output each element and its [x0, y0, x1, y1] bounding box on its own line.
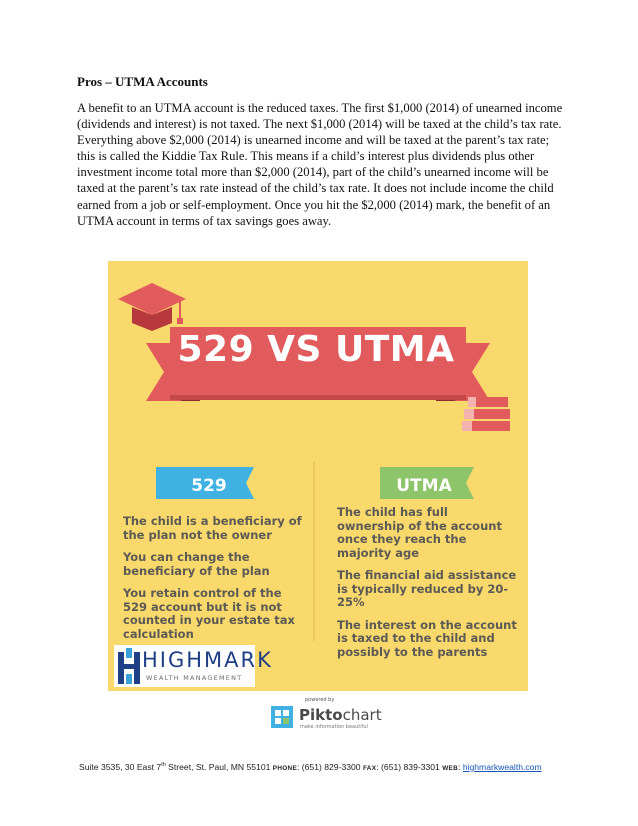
point-529: You can change the beneficiary of the plan — [123, 550, 270, 578]
highmark-logo — [114, 645, 273, 687]
paragraph-line: A benefit to an UTMA account is the reduced taxes. The first $1,000 (2014) of unearned income — [77, 101, 563, 115]
logo-subtitle: WEALTH MANAGEMENT — [146, 674, 243, 682]
points-utma — [337, 506, 517, 668]
highmark-logo-icon — [116, 646, 144, 686]
paragraph-line: investment income total more than $2,000 (2014), part of the child’s unearned income will be — [77, 165, 549, 180]
footer-web-sep: : — [458, 762, 463, 772]
footer-address-rest: Street, St. Paul, MN 55101 — [165, 762, 273, 772]
point-529: The child is a beneficiary of the plan not the owner — [123, 514, 302, 542]
footer-phone-label: PHONE — [272, 765, 298, 772]
point-utma: The child has full ownership of the account once they reach the majority age — [337, 505, 502, 560]
piktochart-logo — [270, 705, 380, 731]
paragraph-line: earned from a job or self-employment. Once you hit the $2,000 (2014) mark, the benefit of an — [77, 197, 551, 212]
page-footer — [79, 762, 542, 772]
logo-wordmark: HIGHMARK — [142, 648, 273, 672]
section-heading: Pros – UTMA Accounts — [77, 74, 208, 89]
paragraph-line: UTMA account in terms of tax savings goes away. — [77, 213, 332, 228]
piktochart-bold: Pikto — [299, 706, 343, 724]
footer-address: Suite 3535, 30 East 7 — [79, 762, 162, 772]
body-paragraph — [77, 100, 563, 229]
paragraph-line: Everything above $2,000 (2014) is unearned income and will be taxed at the parent’s tax rate; — [77, 133, 550, 148]
point-529: You retain control of the 529 account but it is not counted in your estate tax calculation — [123, 586, 295, 641]
powered-by-label: powered by — [305, 697, 335, 703]
graduation-cap-icon — [118, 283, 186, 331]
infographic-title: 529 VS UTMA — [177, 329, 455, 370]
piktochart-tagline: make information beautiful — [300, 724, 368, 730]
label-529: 529 — [191, 476, 227, 496]
footer-phone: : (651) 829-3300 — [297, 762, 363, 772]
paragraph-line: this is called the Kiddie Tax Rule. This means if a child’s interest plus dividends plus other — [77, 149, 535, 164]
books-icon — [462, 397, 510, 431]
piktochart-wordmark — [299, 706, 382, 724]
paragraph-line: (dividends and interest) is not taxed. The next $1,000 (2014) will be taxed at the child’s tax rate. — [77, 117, 562, 132]
footer-web-label: WEB — [442, 765, 459, 772]
footer-fax: : (651) 839-3301 — [376, 762, 443, 772]
label-utma: UTMA — [396, 476, 452, 496]
point-utma: The financial aid assistance is typically reduced by 20-25% — [337, 568, 517, 609]
footer-web-link[interactable]: highmarkwealth.com — [462, 762, 542, 772]
points-529 — [123, 515, 305, 650]
piktochart-light: chart — [342, 706, 382, 724]
paragraph-line: taxed at the parent’s tax rate instead of the child’s tax rate. It does not include income the child — [77, 181, 554, 196]
piktochart-icon — [270, 705, 296, 729]
point-utma: The interest on the account is taxed to the child and possibly to the parents — [337, 617, 517, 659]
footer-address-sup: th — [161, 762, 166, 769]
footer-fax-label: FAX — [362, 765, 377, 772]
